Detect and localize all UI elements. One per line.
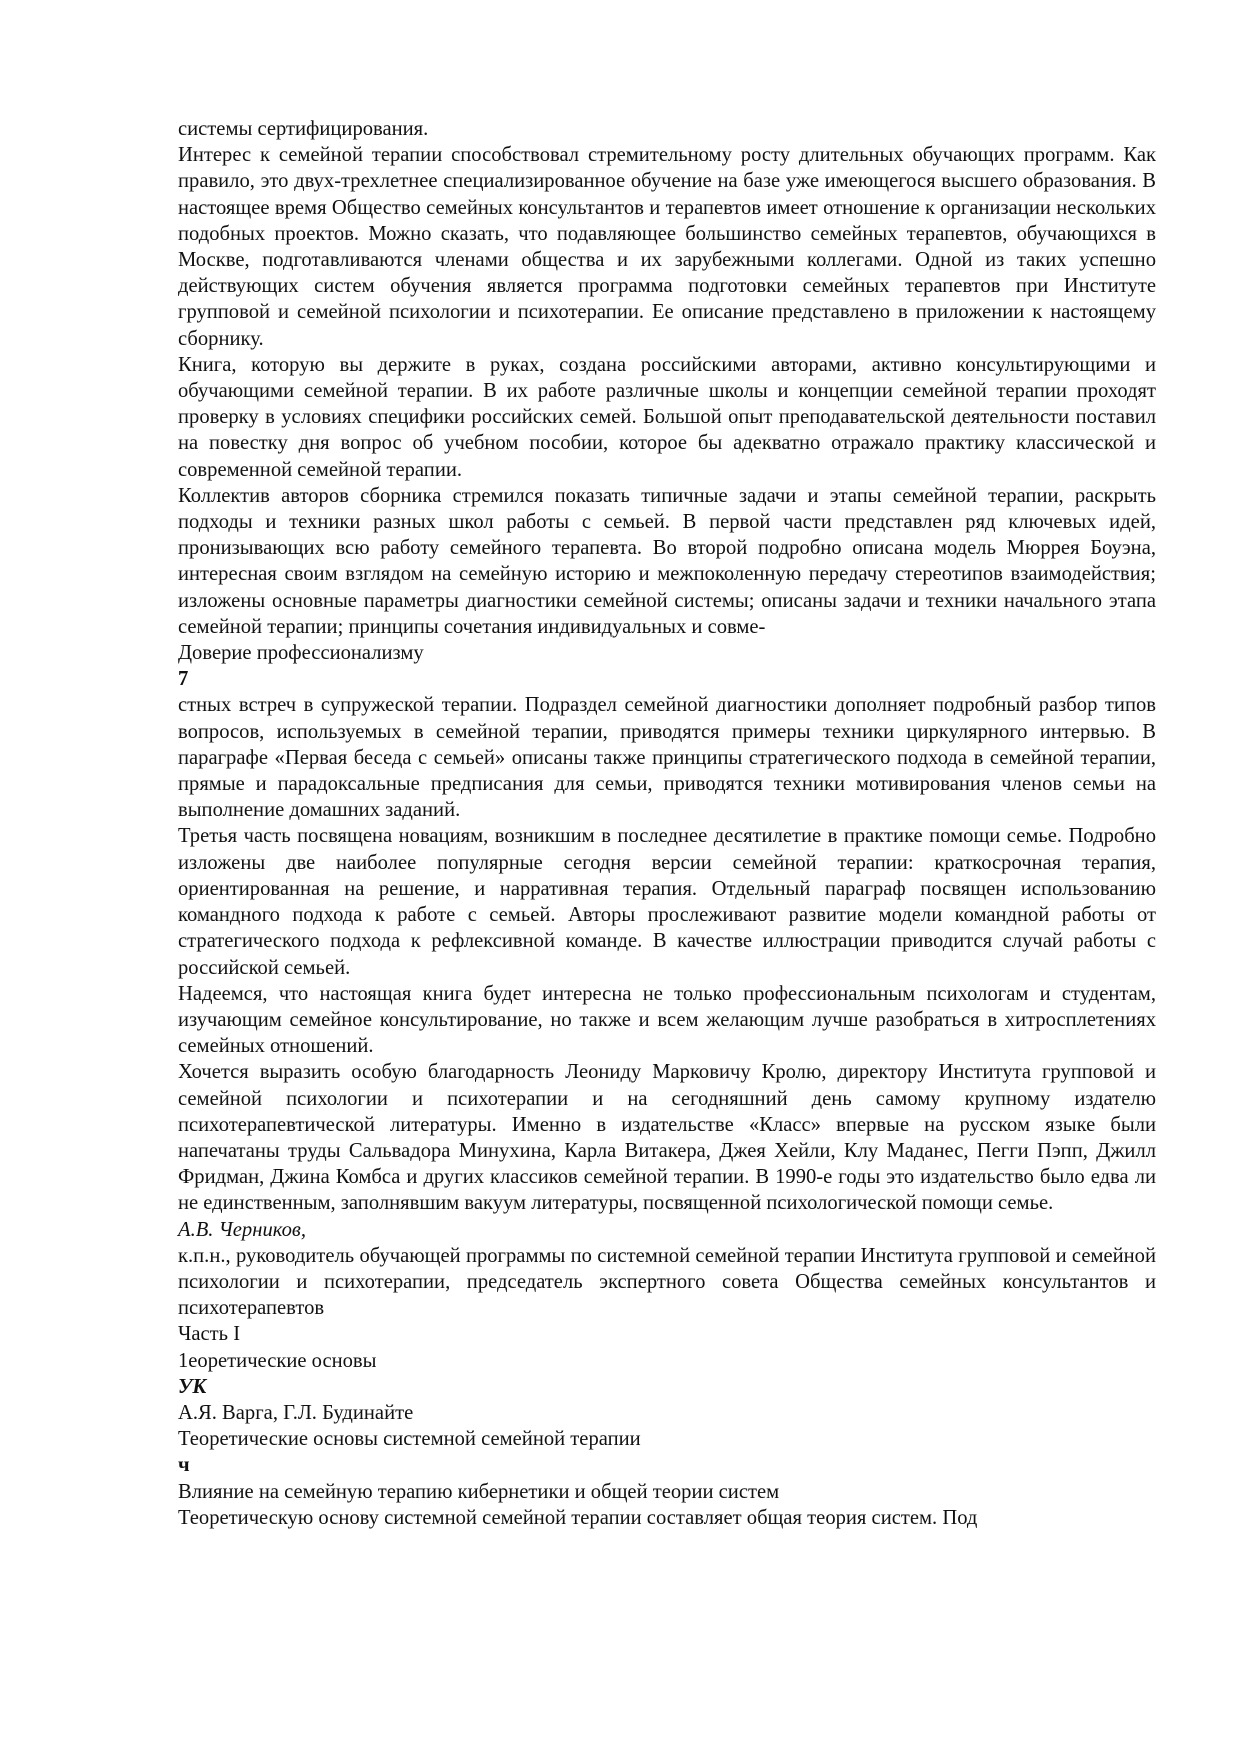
part-title: 1еоретические основы	[178, 1349, 377, 1372]
part-heading: Часть I	[178, 1323, 241, 1346]
paragraph-systems-theory: Теоретическую основу системной семейной терапии составляет общая теория систем. Под	[178, 1506, 978, 1529]
section-heading: Влияние на семейную терапию кибернетики и общей теории систем	[178, 1480, 780, 1503]
paragraph-hope: Надеемся, что настоящая книга будет интересна не только профессиональным психологам и студентам, изучающим семейное консультирование, но также и всем желающим лучше разобраться в хитросплетениях семейных отношений.	[178, 982, 1156, 1058]
paragraph-third-part: Третья часть посвящена новациям, возникшим в последнее десятилетие в практике помощи семье. Подробно изложены две наиболее популярные сегодня версии семейной терапии: краткосрочная терапия, ориентированная на решение, и нарративная терапия. Отдельный параграф посвящен использованию командного подхода к работе с семьей. Авторы прослеживают развитие модели командной работы от стратегического подхода к рефлексивной команде. В качестве иллюстрации приводится случай работы с российской семьей.	[178, 825, 1156, 979]
ocr-fragment: УК	[178, 1375, 207, 1398]
ocr-fragment-2: ч	[178, 1454, 190, 1477]
paragraph-joint-meetings: стных встреч в супружеской терапии. Подраздел семейной диагностики дополняет подробный разбор типов вопросов, используемых в семейной терапии, приводятся примеры техники циркулярного интервью. В параграфе «Первая беседа с семьей» описаны также принципы стратегического подхода в семейной терапии, прямые и парадоксальные предписания для семьи, приводятся техники мотивирования членов семьи на выполнение домашних заданий.	[178, 694, 1156, 822]
chapter-authors: А.Я. Варга, Г.Л. Будинайте	[178, 1401, 414, 1424]
author-signature: А.В. Черников,	[178, 1218, 306, 1241]
page-number: 7	[178, 668, 189, 691]
running-header: Доверие профессионализму	[178, 642, 424, 665]
paragraph-training-programs: Интерес к семейной терапии способствовал стремительному росту длительных обучающих программ. Как правило, это двух-трехлетнее специализированное обучение на базе уже имеющегося высшего образования. В настоящее время Общество семейных консультантов и терапевтов имеет отношение к организации нескольких подобных проектов. Можно сказать, что подавляющее большинство семейных терапевтов, обучающихся в Москве, подготавливаются членами общества и их зарубежными коллегами. Одной из таких успешно действующих систем обучения является программа подготовки семейных терапевтов при Институте групповой и семейной психологии и психотерапии. Ее описание представлено в приложении к настоящему сборнику.	[178, 144, 1156, 350]
paragraph-continuation: системы сертифицирования.	[178, 118, 429, 140]
paragraph-authors-collective: Коллектив авторов сборника стремился показать типичные задачи и этапы семейной терапии, раскрыть подходы и техники разных школ работы с семьей. В первой части представлен ряд ключевых идей, пронизывающих всю работу семейного терапевта. Во второй подробно описана модель Мюррея Боуэна, интересная своим взглядом на семейную историю и межпоколенную передачу стереотипов взаимодействия; изложены основные параметры диагностики семейной системы; описаны задачи и техники начального этапа семейной терапии; принципы сочетания индивидуальных и совме-	[178, 484, 1156, 638]
author-credentials: к.п.н., руководитель обучающей программы по системной семейной терапии Института групповой и семейной психологии и психотерапии, председатель экспертного совета Общества семейных консультантов и психотерапевтов	[178, 1244, 1156, 1320]
paragraph-gratitude: Хочется выразить особую благодарность Леониду Марковичу Кролю, директору Института групповой и семейной психологии и психотерапии и на сегодняшний день самому крупному издателю психотерапевтической литературы. Именно в издательстве «Класс» впервые на русском языке были напечатаны труды Сальвадора Минухина, Карла Витакера, Джея Хейли, Клу Маданес, Пегги Пэпп, Джилл Фридман, Джина Комбса и других классиков семейной терапии. В 1990-е годы это издательство было едва ли не единственным, заполнявшим вакуум литературы, посвященной психологической помощи семье.	[178, 1061, 1156, 1215]
document-page	[178, 116, 1156, 1531]
paragraph-book-intro: Книга, которую вы держите в руках, создана российскими авторами, активно консультирующими и обучающими семейной терапии. В их работе различные школы и концепции семейной терапии проходят проверку в условиях специфики российских семей. Большой опыт преподавательской деятельности поставил на повестку дня вопрос об учебном пособии, которое бы адекватно отражало практику классической и современной семейной терапии.	[178, 353, 1156, 481]
chapter-title: Теоретические основы системной семейной терапии	[178, 1428, 641, 1451]
